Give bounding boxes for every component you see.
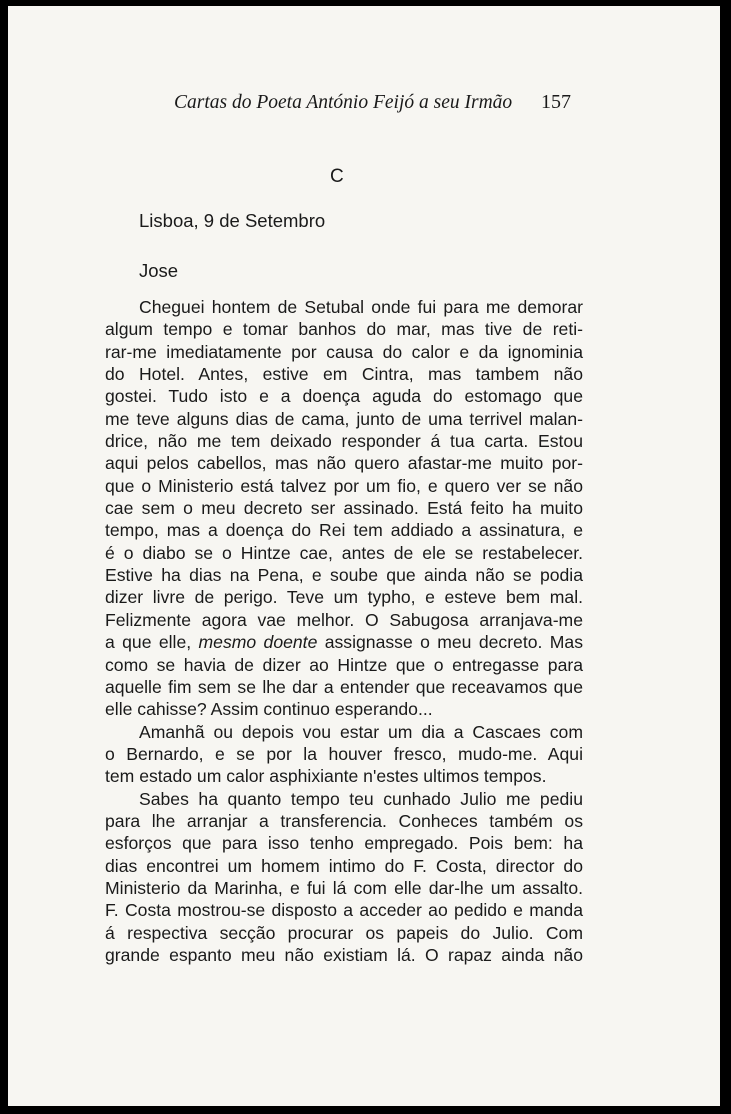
text-line: algum tempo e tomar banhos do mar, mas tive de reti- (105, 319, 583, 340)
text-line: drice, não me tem deixado responder á tua carta. Estou (105, 431, 583, 452)
letter-dateline: Lisboa, 9 de Setembro (139, 210, 326, 231)
text-line: o Bernardo, e se por la houver fresco, mudo-me. Aqui (105, 743, 583, 764)
text-line: dias encontrei um homem intimo do F. Costa, director do (105, 855, 583, 876)
page-header (8, 92, 720, 122)
text-line: aqui pelos cabellos, mas não quero afastar-me muito por- (105, 453, 583, 474)
text-line: cae sem o meu decreto ser assinado. Está feito ha muito (105, 498, 583, 519)
text-line: tempo, mas a doença do Rei tem addiado a assinatura, e (105, 520, 583, 541)
text-line: me teve alguns dias de cama, junto de uma terrivel malan- (105, 408, 583, 429)
text-line: Amanhã ou depois vou estar um dia a Cascaes com (139, 721, 583, 742)
text-segment: a que elle, (105, 632, 199, 653)
page-number: 157 (541, 91, 571, 113)
text-line: tem estado um calor asphixiante n'estes ultimos tempos. (105, 766, 547, 787)
letter-body (105, 296, 583, 966)
text-line: Estive ha dias na Pena, e soube que ainda não se podia (105, 565, 583, 586)
text-line: como se havia de dizer ao Hintze que o entregasse para (105, 654, 583, 675)
text-segment: assignasse o meu decreto. Mas (317, 632, 583, 653)
text-line: aquelle fim sem se lhe dar a entender que receavamos que (105, 676, 583, 697)
text-line: Felizmente agora vae melhor. O Sabugosa arranjava-me (105, 609, 583, 630)
text-line: F. Costa mostrou-se disposto a acceder ao pedido e manda (105, 900, 583, 921)
text-line: gostei. Tudo isto e a doença aguda do estomago que (105, 386, 583, 407)
text-line: elle cahisse? Assim continuo esperando... (105, 699, 433, 720)
text-line: á respectiva secção procurar os papeis do Julio. Com (105, 922, 583, 943)
paragraph-3 (105, 788, 583, 967)
italic-phrase: mesmo doente (198, 632, 318, 653)
text-line: que o Ministerio está talvez por um fio, e quero ver se não (105, 475, 583, 496)
text-line: para lhe arranjar a transferencia. Conheces também os (105, 810, 583, 831)
text-line: grande espanto meu não existiam lá. O rapaz ainda não (105, 944, 583, 965)
book-page (8, 6, 720, 1106)
text-line: rar-me imediatamente por causa do calor e da ignominia (105, 341, 583, 362)
text-line: do Hotel. Antes, estive em Cintra, mas tambem não (105, 364, 583, 385)
text-line: é o diabo se o Hintze cae, antes de ele se restabelecer. (105, 542, 583, 563)
text-line: dizer livre de perigo. Teve um typho, e esteve bem mal. (105, 587, 583, 608)
running-title: Cartas do Poeta António Feijó a seu Irmão (174, 92, 513, 113)
text-line (105, 631, 583, 653)
letter-number: C (330, 166, 344, 187)
letter-salutation: Jose (139, 260, 179, 281)
text-line: esforços que para isso tenho empregado. Pois bem: ha (105, 833, 583, 854)
text-line: Sabes ha quanto tempo teu cunhado Julio me pediu (139, 788, 583, 809)
text-line: Cheguei hontem de Setubal onde fui para me demorar (139, 297, 583, 317)
paragraph-1 (105, 296, 583, 721)
text-line: Ministerio da Marinha, e fui lá com elle dar-lhe um assalto. (105, 877, 583, 898)
paragraph-2 (105, 721, 583, 788)
